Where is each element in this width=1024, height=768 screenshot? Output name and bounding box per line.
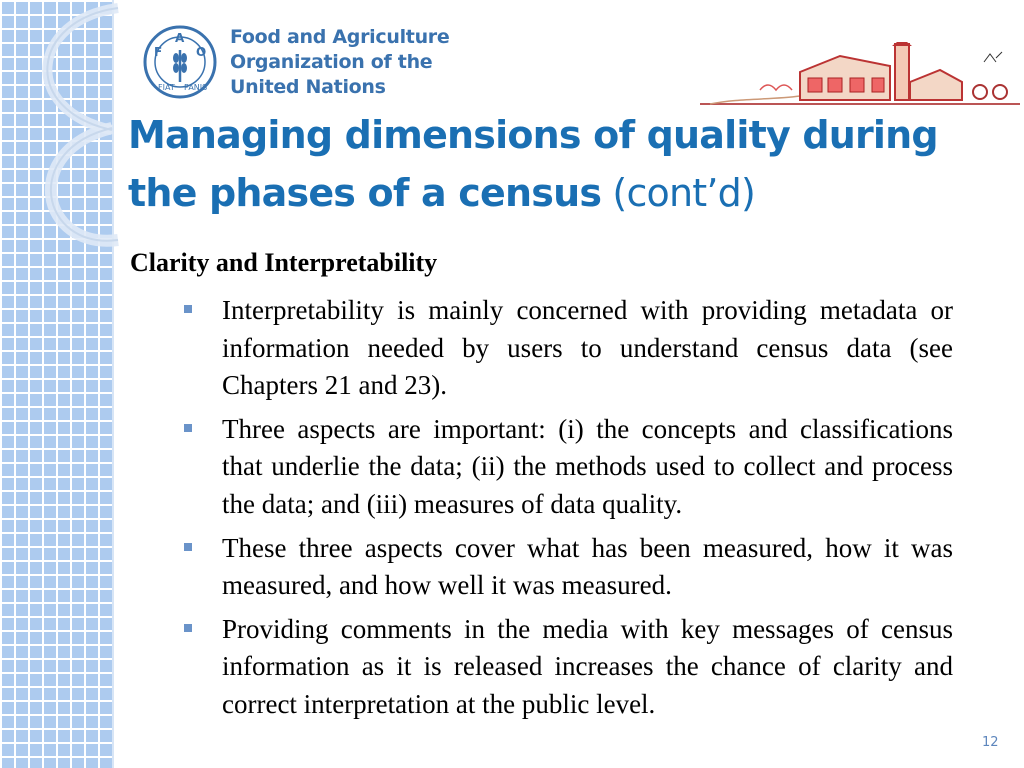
slide-title bbox=[128, 106, 988, 222]
org-name-line-1: Food and Agriculture bbox=[230, 25, 450, 48]
bullet-text: Providing comments in the media with key messages of census information as it is released increases the chance of clarity and correct interpretation at the public level. bbox=[222, 613, 953, 719]
fao-organization-name bbox=[230, 25, 449, 100]
farm-illustration bbox=[700, 42, 1020, 108]
svg-text:O: O bbox=[196, 45, 207, 59]
bullet-text: Interpretability is mainly concerned with providing metadata or information needed by users to understand census data (see Chapters 21 and 23). bbox=[222, 295, 953, 401]
page-number: 12 bbox=[982, 735, 999, 750]
org-name-line-3: United Nations bbox=[230, 75, 386, 98]
square-bullet-icon bbox=[184, 305, 192, 313]
section-heading: Clarity and Interpretability bbox=[130, 248, 438, 277]
square-bullet-icon bbox=[184, 543, 192, 551]
bullet-text: These three aspects cover what has been measured, how it was measured, and how well it was measured. bbox=[222, 532, 953, 601]
bullet-item bbox=[184, 611, 953, 724]
fao-emblem-icon bbox=[142, 24, 218, 100]
bullet-item bbox=[184, 292, 953, 405]
bullet-item bbox=[184, 411, 953, 524]
bullet-item bbox=[184, 530, 953, 605]
svg-text:A: A bbox=[175, 31, 185, 45]
square-bullet-icon bbox=[184, 424, 192, 432]
org-name-line-2: Organization of the bbox=[230, 50, 433, 73]
bullet-text: Three aspects are important: (i) the concepts and classifications that underlie the data; (ii) the methods used to collect and process the data; and (iii) measures of data quality. bbox=[222, 413, 953, 519]
title-line-1: Managing dimensions of quality during bbox=[128, 113, 938, 157]
square-bullet-icon bbox=[184, 624, 192, 632]
fao-logo bbox=[142, 24, 449, 100]
svg-text:FIAT: FIAT bbox=[158, 83, 175, 92]
svg-text:PANIS: PANIS bbox=[184, 83, 208, 92]
title-suffix: (cont’d) bbox=[612, 171, 755, 215]
title-line-2: the phases of a census bbox=[128, 171, 602, 215]
bullet-list bbox=[184, 292, 953, 730]
svg-text:F: F bbox=[154, 45, 163, 59]
